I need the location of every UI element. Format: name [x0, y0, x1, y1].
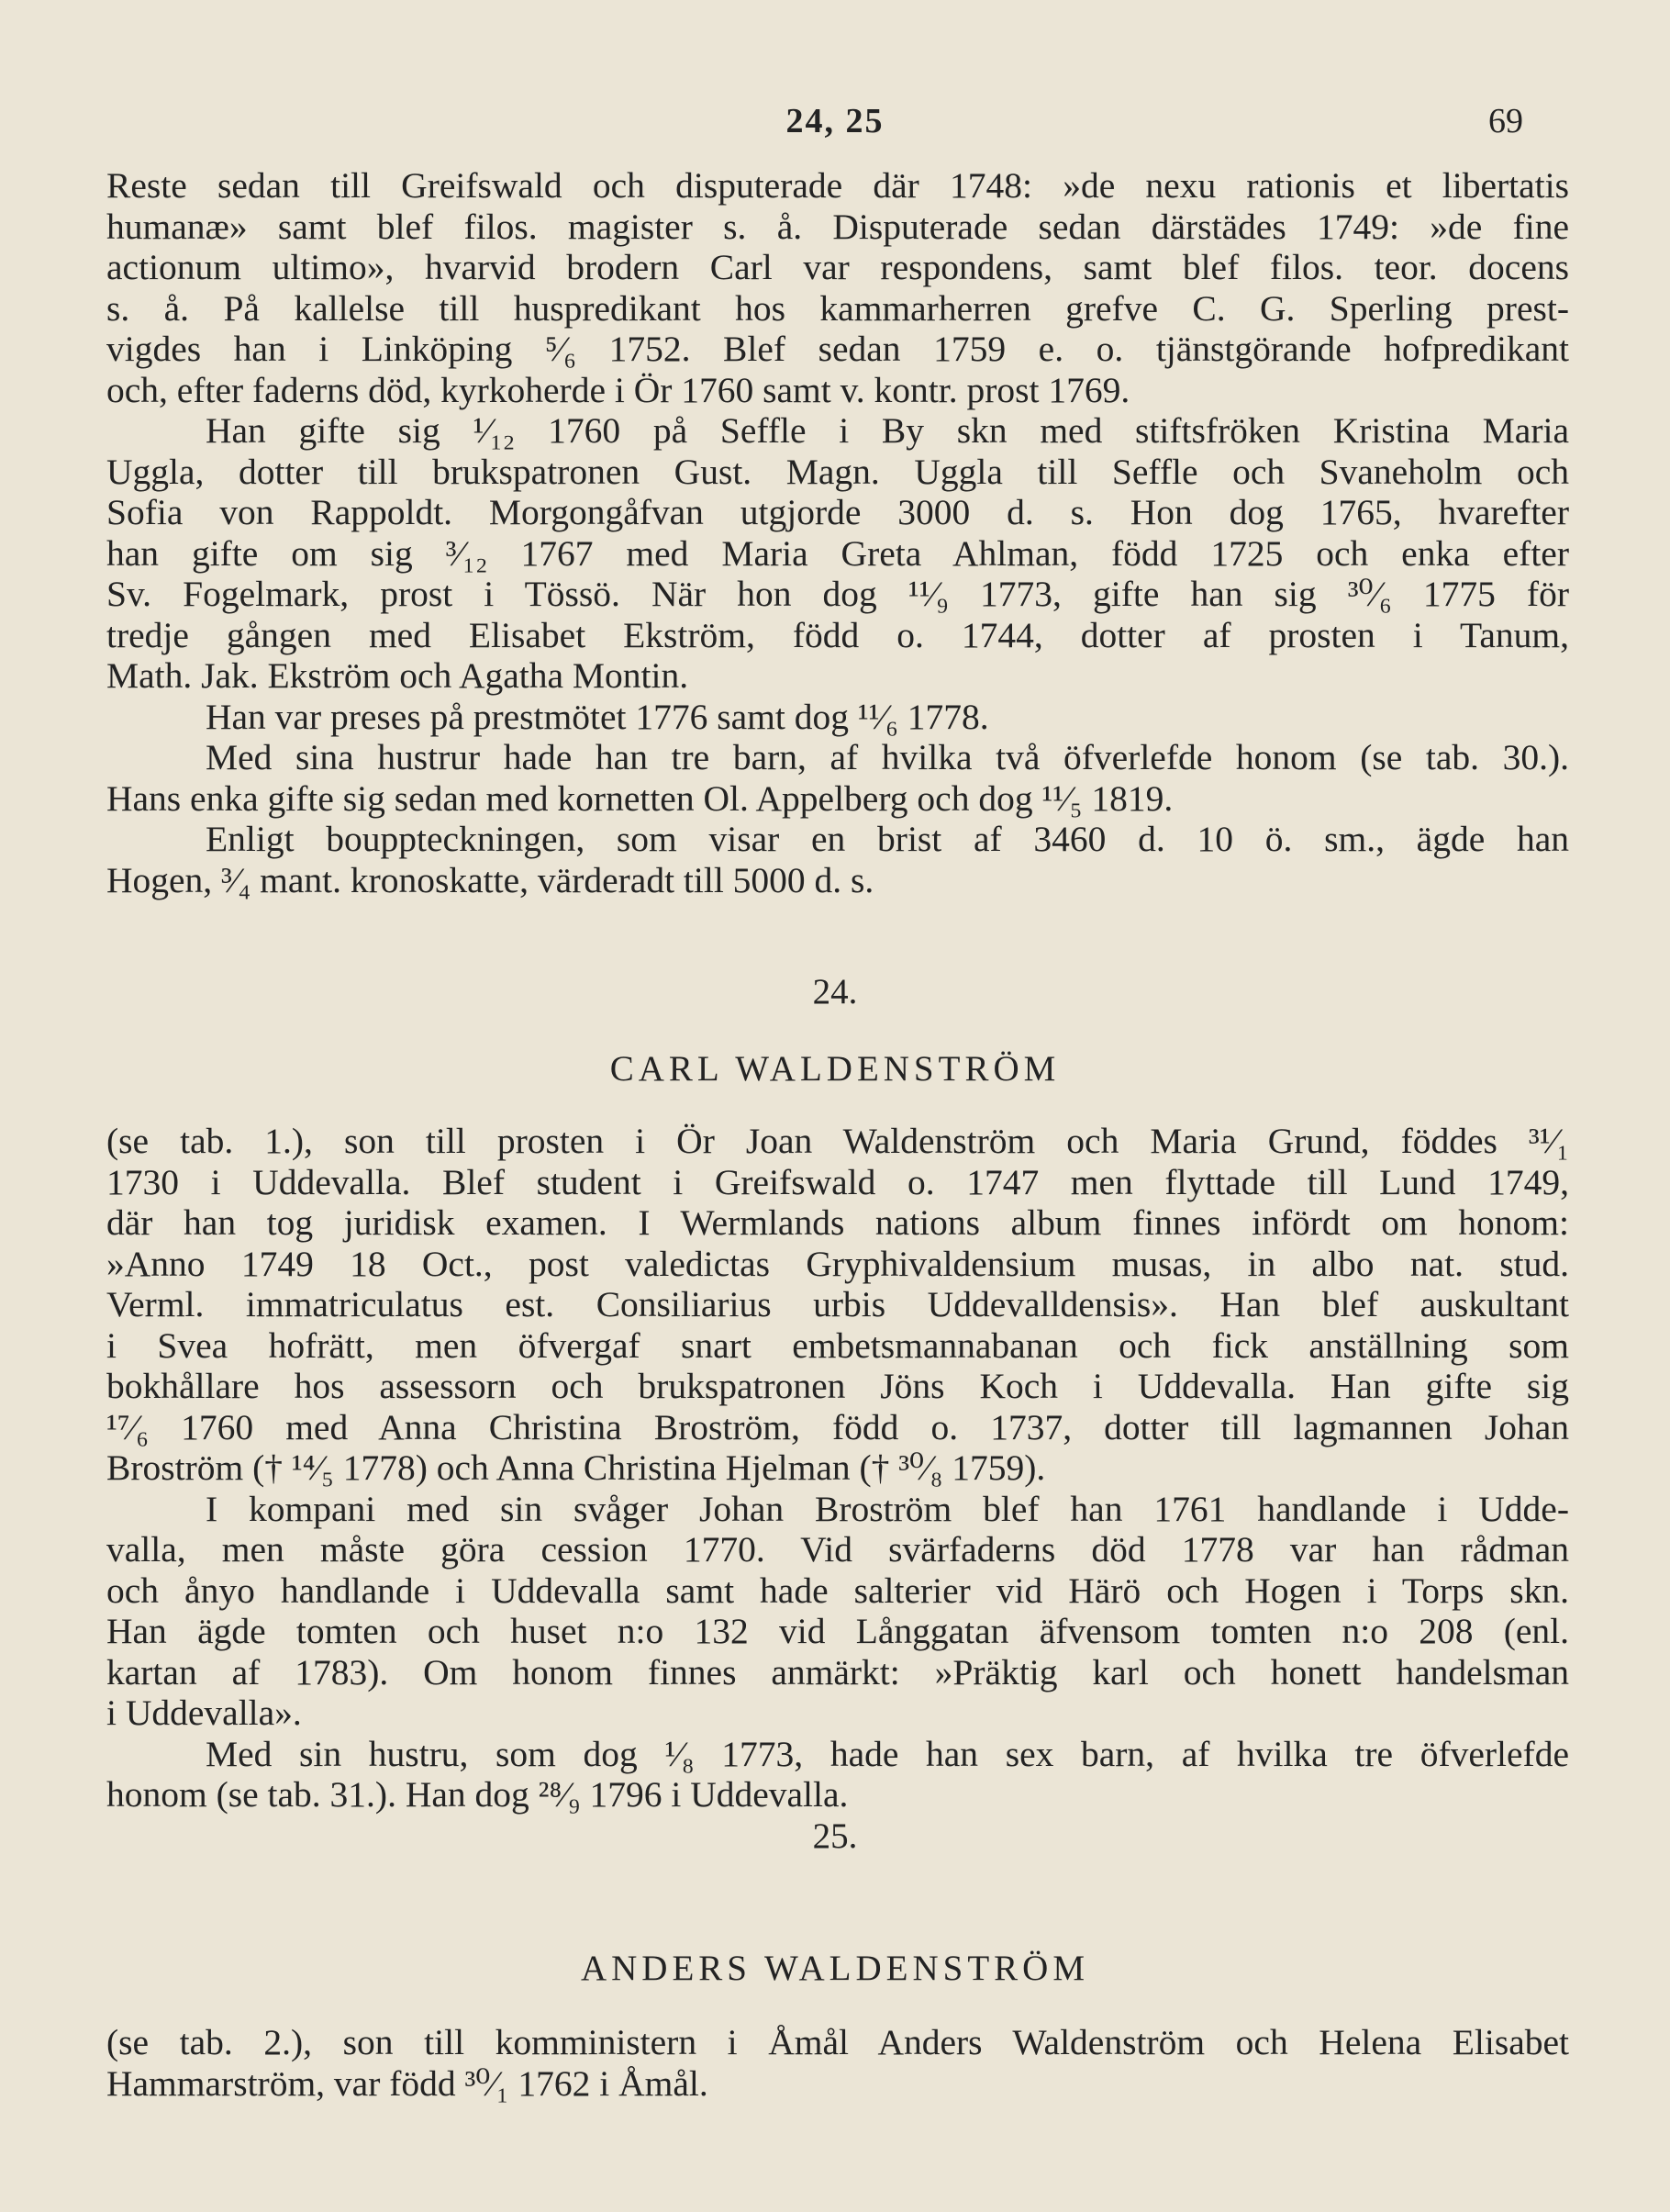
section-title-anders-waldenstrom: ANDERS WALDENSTRÖM — [580, 1949, 1090, 1988]
text-line: (se tab. 1.), son till prosten i Ör Joan Waldenström och Maria Grund, föddes ³¹⁄₁ — [106, 1121, 1569, 1161]
section-title-carl-waldenstrom: CARL WALDENSTRÖM — [609, 1049, 1061, 1089]
text-line: (se tab. 2.), son till komministern i Åmål Anders Waldenström och Helena Elisabet — [106, 2022, 1569, 2062]
text-line: bokhållare hos assessorn och brukspatronen Jöns Koch i Uddevalla. Han gifte sig — [106, 1366, 1569, 1406]
text-line: vigdes han i Linköping ⁵⁄₆ 1752. Blef sedan 1759 e. o. tjänstgörande hofpredikant — [106, 329, 1569, 369]
text-line: ¹⁷⁄₆ 1760 med Anna Christina Broström, född o. 1737, dotter till lagmannen Johan — [106, 1406, 1569, 1447]
text-line: Verml. immatriculatus est. Consiliarius urbis Uddevalldensis». Han blef auskultant — [106, 1284, 1569, 1324]
section-number-24: 24. — [812, 972, 858, 1011]
text-line: Broström († ¹⁴⁄₅ 1778) och Anna Christina Hjelman († ³⁰⁄₈ 1759). — [106, 1447, 1046, 1488]
text-line: Han ägde tomten och huset n:o 132 vid Långgatan äfvensom tomten n:o 208 (enl. — [106, 1611, 1569, 1651]
text-line: där han tog juridisk examen. I Wermlands nations album finnes infördt om honom: — [106, 1202, 1569, 1243]
text-line: och, efter faderns död, kyrkoherde i Ör 1760 samt v. kontr. prost 1769. — [106, 369, 1130, 410]
text-line: Han var preses på prestmötet 1776 samt dog ¹¹⁄₆ 1778. — [206, 696, 989, 737]
text-line: Han gifte sig ¹⁄₁₂ 1760 på Seffle i By skn med stiftsfröken Kristina Maria — [206, 410, 1569, 451]
text-line: Hogen, ³⁄₄ mant. kronoskatte, värderadt till 5000 d. s. — [106, 859, 874, 900]
text-line: han gifte om sig ³⁄₁₂ 1767 med Maria Greta Ahlman, född 1725 och enka efter — [106, 532, 1569, 574]
paragraphs-anders-waldenstrom — [106, 2022, 1569, 2104]
text-line: Hammarström, var född ³⁰⁄₁ 1762 i Åmål. — [106, 2062, 708, 2104]
text-line: i Svea hofrätt, men öfvergaf snart embetsmannabanan och fick anställning som — [106, 1324, 1569, 1366]
text-line: kartan af 1783). Om honom finnes anmärkt: »Präktig karl och honett handelsman — [106, 1651, 1569, 1693]
text-line: tredje gången med Elisabet Ekström, född o. 1744, dotter af prosten i Tanum, — [106, 614, 1569, 655]
text-line: valla, men måste göra cession 1770. Vid svärfaderns död 1778 var han rådman — [106, 1529, 1569, 1570]
text-line: Reste sedan till Greifswald och disputerade där 1748: »de nexu rationis et libertatis — [106, 165, 1569, 206]
section-number-25: 25. — [812, 1816, 858, 1856]
text-line: humanæ» samt blef filos. magister s. å. Disputerade sedan därstädes 1749: »de fine — [106, 206, 1569, 247]
running-header — [0, 101, 1670, 156]
text-line: Sofia von Rappoldt. Morgongåfvan utgjorde 3000 d. s. Hon dog 1765, hvarefter — [106, 492, 1569, 532]
text-line: s. å. På kallelse till huspredikant hos kammarherren grefve C. G. Sperling prest- — [106, 287, 1569, 329]
text-line: i Uddevalla». — [106, 1693, 302, 1733]
paragraphs-carl-waldenstrom — [106, 1121, 1569, 1815]
paragraphs-continued-entry — [106, 165, 1569, 900]
text-line: honom (se tab. 31.). Han dog ²⁸⁄₉ 1796 i Uddevalla. — [106, 1774, 849, 1815]
text-line: Med sina hustrur hade han tre barn, af hvilka två öfverlefde honom (se tab. 30.). — [206, 737, 1569, 777]
header-section-numbers: 24, 25 — [785, 102, 885, 140]
text-line: actionum ultimo», hvarvid brodern Carl var respondens, samt blef filos. teor. docens — [106, 247, 1569, 287]
text-line: Enligt bouppteckningen, som visar en brist af 3460 d. 10 ö. sm., ägde han — [206, 819, 1569, 859]
text-line: Hans enka gifte sig sedan med kornetten Ol. Appelberg och dog ¹¹⁄₅ 1819. — [106, 777, 1174, 819]
text-line: Math. Jak. Ekström och Agatha Montin. — [106, 655, 689, 696]
text-line: I kompani med sin svåger Johan Broström blef han 1761 handlande i Udde- — [206, 1488, 1569, 1529]
text-line: Med sin hustru, som dog ¹⁄₈ 1773, hade han sex barn, af hvilka tre öfverlefde — [206, 1733, 1569, 1774]
text-line: och ånyo handlande i Uddevalla samt hade salterier vid Härö och Hogen i Torps skn. — [106, 1570, 1569, 1611]
text-line: Sv. Fogelmark, prost i Tössö. När hon dog ¹¹⁄₉ 1773, gifte han sig ³⁰⁄₆ 1775 för — [106, 574, 1569, 614]
page-number: 69 — [1488, 102, 1523, 140]
text-line: »Anno 1749 18 Oct., post valedictas Gryphivaldensium musas, in albo nat. stud. — [106, 1243, 1569, 1284]
text-line: 1730 i Uddevalla. Blef student i Greifswald o. 1747 men flyttade till Lund 1749, — [106, 1161, 1569, 1202]
text-line: Uggla, dotter till brukspatronen Gust. Magn. Uggla till Seffle och Svaneholm och — [106, 451, 1569, 492]
